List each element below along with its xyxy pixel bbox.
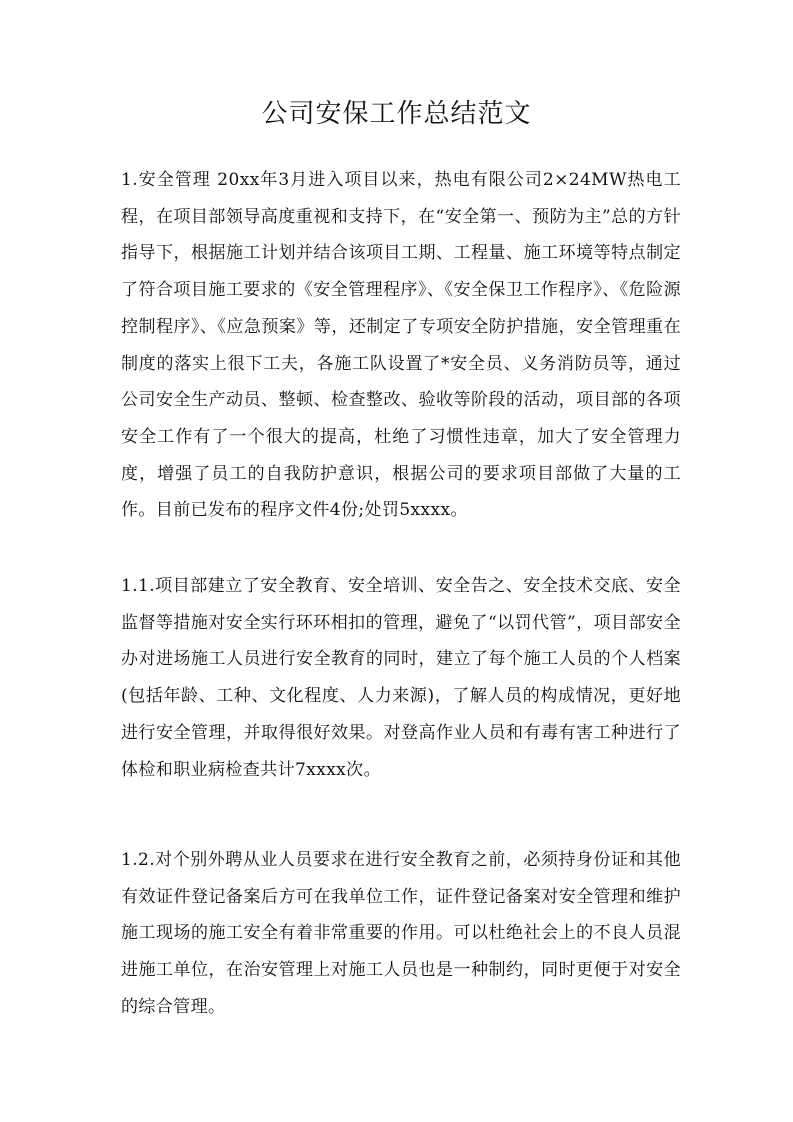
paragraph-safety-management: 1.安全管理 20xx年3月进入项目以来，热电有限公司2×24MW热电工程，在项目部领导高度重视和支持下，在“安全第一、预防为主”总的方针指导下，根据施工计划并结合该项目工期、工程量、施工环境等特点制定了符合项目施工要求的《安全管理程序》、《安全保卫工作程序》、《危险源控制程序》、《应急预案》等，还制定了专项安全防护措施，安全管理重在制度的落实上很下工夫，各施工队设置了*安全员、义务消防员等，通过公司安全生产动员、整顿、检查整改、验收等阶段的活动，项目部的各项安全工作有了一个很大的提高，杜绝了习惯性违章，加大了安全管理力度，增强了员工的自我防护意识，根据公司的要求项目部做了大量的工作。目前已发布的程序文件4份;处罚5xxxx。 bbox=[121, 170, 681, 521]
document-title: 公司安保工作总结范文 bbox=[261, 99, 532, 129]
paragraph-1-2-id-registration: 1.2.对个别外聘从业人员要求在进行安全教育之前，必须持身份证和其他有效证件登记备案后方可在我单位工作，证件登记备案对安全管理和维护施工现场的施工安全有着非常重要的作用。可以杜绝社会上的不良人员混进施工单位，在治安管理上对施工人员也是一种制约，同时更便于对安全的综合管理。 bbox=[121, 850, 681, 1017]
paragraph-1-1-safety-education: 1.1.项目部建立了安全教育、安全培训、安全告之、安全技术交底、安全监督等措施对安全实行环环相扣的管理，避免了“以罚代管”，项目部安全办对进场施工人员进行安全教育的同时，建立了每个施工人员的个人档案(包括年龄、工种、文化程度、人力来源)，了解人员的构成情况，更好地进行安全管理，并取得很好效果。对登高作业人员和有毒有害工种进行了体检和职业病检查共计7xxxx次。 bbox=[121, 576, 681, 780]
